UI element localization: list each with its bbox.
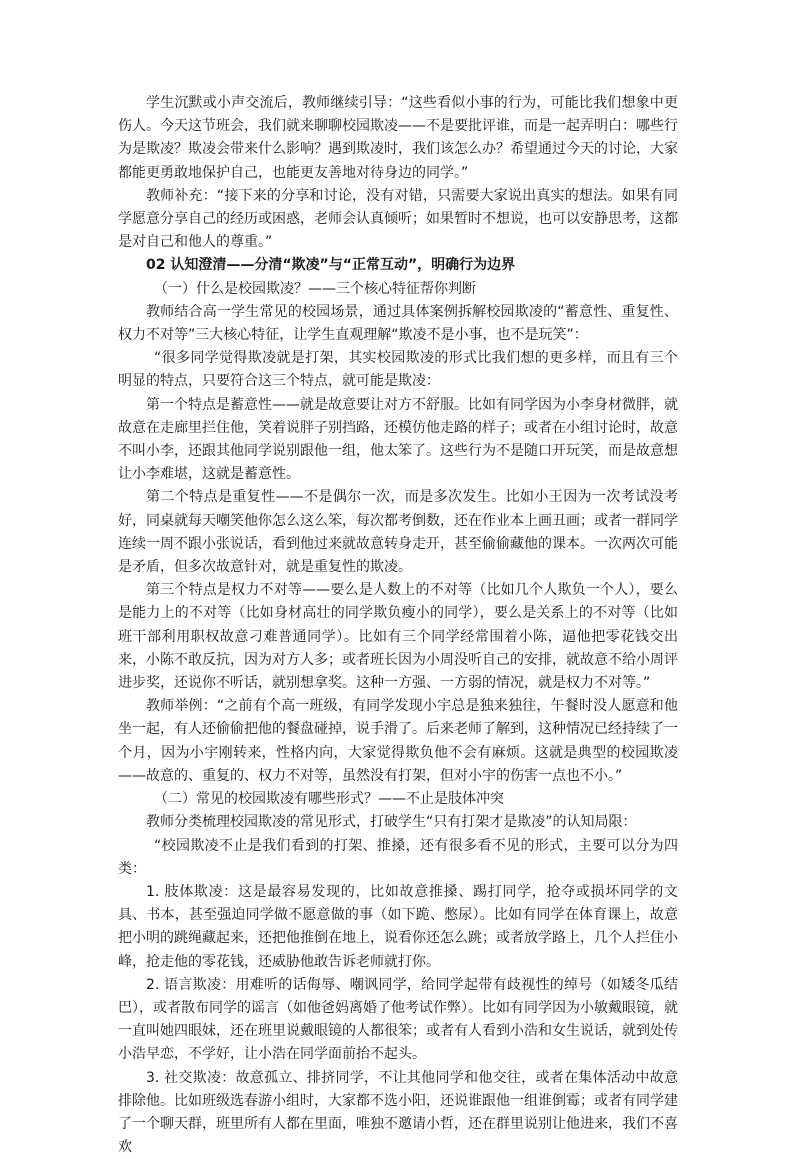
- paragraph-intro: 学生沉默或小声交流后，教师继续引导：“这些看似小事的行为，可能比我们想象中更伤人。今天这节班会，我们就来聊聊校园欺凌——不是要批评谁，而是一起弄明白：哪些行为是欺凌？欺凌会带来什么影响？遇到欺凌时，我们该怎么办？希望通过今天的讨论，大家都能更勇敢地保护自己，也能更友善地对待身边的同学。”: [118, 95, 678, 181]
- subsection-heading-1: （一）什么是校园欺凌？——三个核心特征帮你判断: [154, 280, 476, 297]
- paragraph-quote-start: “很多同学觉得欺凌就是打架，其实校园欺凌的形式比我们想的更多样，而且有三个明显的特点，只要符合这三个特点，就可能是欺凌：: [118, 350, 678, 390]
- document-page: [118, 92, 678, 1159]
- paragraph-forms-quote: “校园欺凌不止是我们看到的打架、推搡，还有很多看不见的形式，主要可以分为四类：: [118, 837, 678, 877]
- paragraph-verbal-bullying: 2. 语言欺凌：用难听的话侮辱、嘲讽同学，给同学起带有歧视性的绰号（如矮冬瓜结巴），或者散布同学的谣言（如他爸妈离婚了他考试作弊）。比如有同学因为小敏戴眼镜，就一直叫她四眼妹，还在班里说戴眼镜的人都很笨；或者有人看到小浩和女生说话，就到处传小浩早恋，不学好，让小浩在同学面前抬不起头。: [118, 976, 678, 1063]
- paragraph-features-intro: 教师结合高一学生常见的校园场景，通过具体案例拆解校园欺凌的“蓄意性、重复性、权力不对等”三大核心特征，让学生直观理解“欺凌不是小事，也不是玩笑”：: [118, 303, 678, 344]
- paragraph-feature-intentional: 第一个特点是蓄意性——就是故意要让对方不舒服。比如有同学因为小李身材微胖，就故意在走廊里拦住他，笑着说胖子别挡路，还模仿他走路的样子；或者在小组讨论时，故意不叫小李，还跟其他同学说别跟他一组，他太笨了。这些行为不是随口开玩笑，而是故意想让小李难堪，这就是蓄意性。: [118, 396, 678, 483]
- paragraph-physical-bullying: 1. 肢体欺凌：这是最容易发现的，比如故意推搡、踢打同学，抢夺或损坏同学的文具、书本，甚至强迫同学做不愿意做的事（如下跪、憋尿）。比如有同学在体育课上，故意把小明的跳绳藏起来，还把他推倒在地上，说看你还怎么跳；或者放学路上，几个人拦住小峰，抢走他的零花钱，还威胁他敢告诉老师就打你。: [118, 883, 678, 970]
- paragraph-social-bullying: 3. 社交欺凌：故意孤立、排挤同学，不让其他同学和他交往，或者在集体活动中故意排除他。比如班级选春游小组时，大家都不选小阳，还说谁跟他一组谁倒霉；或者有同学建了一个聊天群，班里所有人都在里面，唯独不邀请小哲，还在群里说别让他进来，我们不喜欢: [118, 1069, 678, 1156]
- paragraph-forms-intro: 教师分类梳理校园欺凌的常见形式，打破学生“只有打架才是欺凌”的认知局限：: [146, 814, 637, 831]
- subsection-heading-2: （二）常见的校园欺凌有哪些形式？——不止是肢体冲突: [154, 791, 504, 808]
- paragraph-teacher-supplement: 教师补充：“接下来的分享和讨论，没有对错，只需要大家说出真实的想法。如果有同学愿意分享自己的经历或困惑，老师会认真倾听；如果暂时不想说，也可以安静思考，这都是对自己和他人的尊重。”: [118, 187, 678, 251]
- paragraph-feature-repetitive: 第二个特点是重复性——不是偶尔一次，而是多次发生。比如小王因为一次考试没考好，同桌就每天嘲笑他你怎么这么笨，每次都考倒数，还在作业本上画丑画；或者一群同学连续一周不跟小张说话，看到他过来就故意转身走开，甚至偷偷藏他的课本。一次两次可能是矛盾，但多次故意针对，就是重复性的欺凌。: [118, 489, 678, 576]
- paragraph-teacher-example: 教师举例：“之前有个高一班级，有同学发现小宇总是独来独往，午餐时没人愿意和他坐一起，有人还偷偷把他的餐盘碰掉，说手滑了。后来老师了解到，这种情况已经持续了一个月，因为小宇刚转来，性格内向，大家觉得欺负他不会有麻烦。这就是典型的校园欺凌——故意的、重复的、权力不对等，虽然没有打架，但对小宇的伤害一点也不小。”: [118, 698, 678, 784]
- section-heading-02: 02 认知澄清——分清“欺凌”与“正常互动”，明确行为边界: [146, 257, 516, 274]
- paragraph-feature-power-imbalance: 第三个特点是权力不对等——要么是人数上的不对等（比如几个人欺负一个人），要么是能力上的不对等（比如身材高壮的同学欺负瘦小的同学），要么是关系上的不对等（比如班干部利用职权故意刁难普通同学）。比如有三个同学经常围着小陈，逼他把零花钱交出来，小陈不敢反抗，因为对方人多；或者班长因为小周没听自己的安排，就故意不给小周评进步奖，还说你不听话，就别想拿奖。这种一方强、一方弱的情况，就是权力不对等。”: [118, 582, 678, 692]
